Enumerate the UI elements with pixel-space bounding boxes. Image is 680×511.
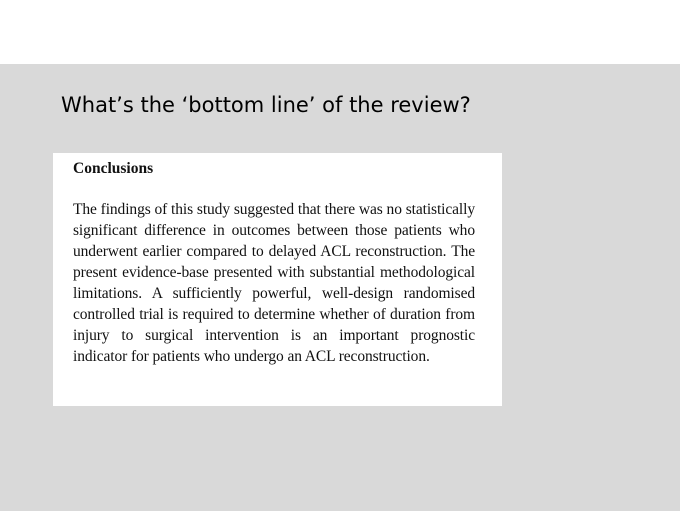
conclusions-heading: Conclusions — [73, 160, 154, 177]
conclusions-excerpt-image — [53, 153, 502, 406]
slide-title: What’s the ‘bottom line’ of the review? — [61, 93, 471, 117]
conclusions-body: The findings of this study suggested that there was no statistically significant difference in outcomes between those patients who underwent earlier compared to delayed ACL reconstruction. The present evidence-base presented with substantial methodological limitations. A sufficiently powerful, well-design randomised controlled trial is required to determine whether of duration from injury to surgical intervention is an important prognostic indicator for patients who undergo an ACL reconstruction. — [73, 201, 475, 365]
